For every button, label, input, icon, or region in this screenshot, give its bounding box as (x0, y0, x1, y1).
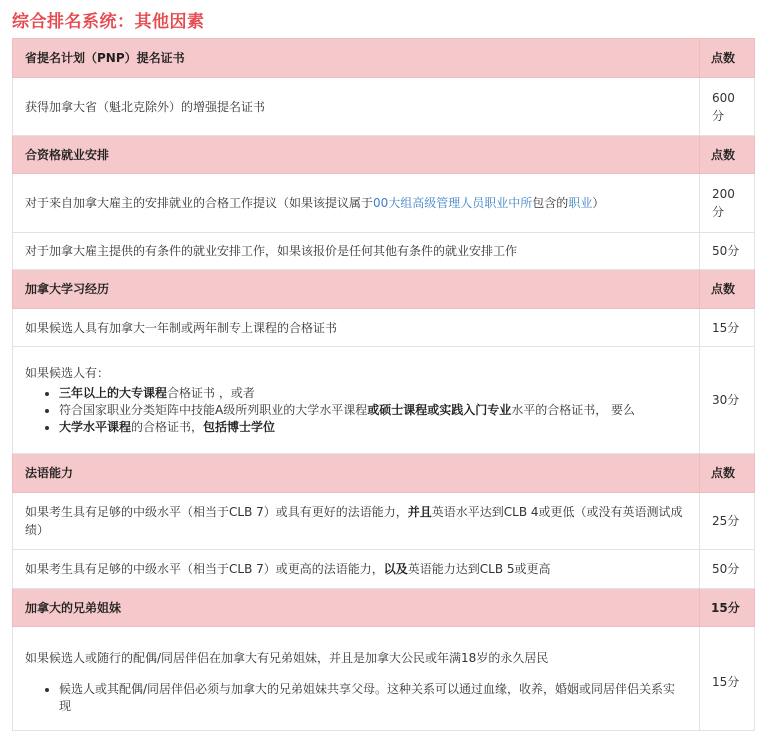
section-title: 加拿大学习经历 (13, 270, 700, 309)
row-intro: 如果候选人或随行的配偶/同居伴侣在加拿大有兄弟姐妹，并且是加拿大公民或年满18岁的永久居民 (25, 650, 549, 665)
section-header-employment (13, 136, 755, 174)
section-title: 法语能力 (13, 454, 700, 493)
section-title: 合资格就业安排 (13, 136, 700, 174)
table-row (13, 233, 755, 270)
row-points: 50分 (700, 550, 755, 589)
row-points (700, 174, 755, 233)
points-header: 点数 (700, 270, 755, 309)
section-header-french (13, 454, 755, 493)
row-text: 获得加拿大省（魁北克除外）的增强提名证书 (13, 78, 700, 136)
bullet-list (25, 681, 687, 715)
section-header-study (13, 270, 755, 309)
row-text: 如果候选人具有加拿大一年制或两年制专上课程的合格证书 (13, 309, 700, 347)
text-part: 英语能力达到CLB 5或更高 (407, 562, 551, 576)
text-part: 的合格证书， (131, 420, 204, 434)
table-row (13, 309, 755, 347)
text-part: ） (592, 196, 605, 210)
text-part: 水平的合格证书， 要么 (511, 403, 636, 417)
points-value: 600 (712, 90, 735, 105)
list-item: • 候选人或其配偶/同居伴侣必须与加拿大的兄弟姐妹共享父母。这种关系可以通过血缘，收养，婚姻或同居伴侣关系实现 (59, 681, 687, 715)
section-title: 省提名计划（PNP）提名证书 (13, 39, 700, 78)
noc-00-link[interactable]: 00大组高级管理人员职业中所 (373, 196, 533, 210)
points-unit: 分 (712, 205, 725, 219)
row-text (13, 493, 700, 550)
bullet-list (25, 385, 687, 436)
bold-text: 大学水平课程 (59, 420, 132, 434)
bold-text: 三年以上的大专课程 (59, 386, 168, 400)
row-points (700, 78, 755, 136)
text-part: 对于来自加拿大雇主的安排就业的合格工作提议（如果该提议属于 (25, 196, 374, 210)
table-row (13, 550, 755, 589)
row-text (13, 347, 700, 454)
points-unit: 分 (712, 108, 725, 123)
table-row (13, 174, 755, 233)
row-text (13, 550, 700, 589)
row-text (13, 174, 700, 233)
table-row (13, 78, 755, 136)
points-header: 点数 (700, 136, 755, 174)
row-points: 25分 (700, 493, 755, 550)
table-row (13, 627, 755, 731)
row-text: 对于加拿大雇主提供的有条件的就业安排工作，如果该报价是任何其他有条件的就业安排工作 (13, 233, 700, 270)
points-value: 200 (712, 187, 735, 201)
text-part: 包含的 (532, 196, 569, 210)
text-part: 如果考生具有足够的中级水平（相当于CLB 7）或具有更好的法语能力， (25, 505, 408, 519)
text-part: 合格证书 ，或者 (167, 386, 255, 400)
bold-text: 以及 (383, 562, 408, 576)
row-points: 15分 (700, 627, 755, 731)
text-part: 符合国家职业分类矩阵中技能A级所列职业的大学水平课程 (59, 403, 368, 417)
bold-text: 并且 (407, 505, 432, 519)
section-header-siblings (13, 589, 755, 627)
row-intro: 如果候选人有： (25, 366, 110, 380)
points-header: 点数 (700, 39, 755, 78)
row-text (13, 627, 700, 731)
table-row (13, 493, 755, 550)
list-item (59, 385, 687, 402)
text-part: 英语水平达到CLB 4或更低（或没有英语测试成绩） (25, 505, 683, 537)
points-header: 15分 (700, 589, 755, 627)
table-row (13, 347, 755, 454)
section-title: 加拿大的兄弟姐妹 (13, 589, 700, 627)
text-part: 如果考生具有足够的中级水平（相当于CLB 7）或更高的法语能力， (25, 562, 384, 576)
list-item (59, 419, 687, 436)
page-title: 综合排名系统：其他因素 (12, 12, 205, 32)
row-points: 30分 (700, 347, 755, 454)
bold-text: 包括博士学位 (203, 420, 276, 434)
row-points: 50分 (700, 233, 755, 270)
section-header-pnp (13, 39, 755, 78)
row-points: 15分 (700, 309, 755, 347)
factors-table (12, 38, 755, 731)
occupation-link[interactable]: 职业 (568, 196, 593, 210)
list-item (59, 402, 687, 419)
bold-text: 或硕士课程或实践入门专业 (367, 403, 512, 417)
points-header: 点数 (700, 454, 755, 493)
